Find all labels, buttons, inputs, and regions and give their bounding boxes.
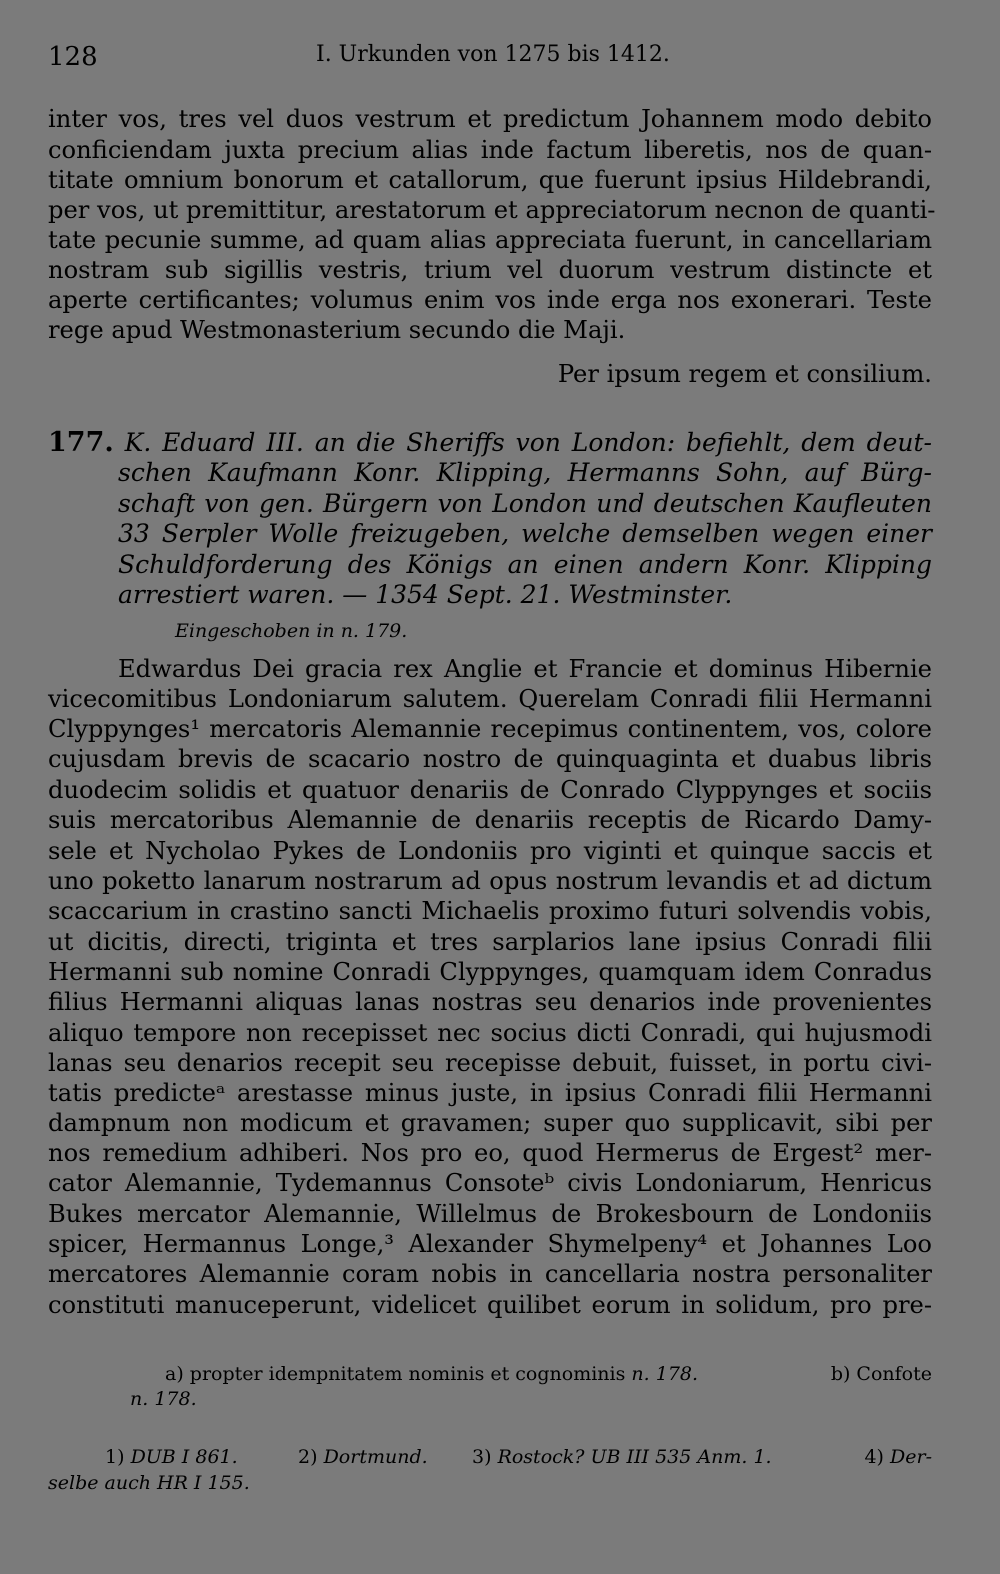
text-line: nos remedium adhiberi. Nos pro eo, quod Hermerus de Ergest² mer- [48, 1139, 932, 1167]
text-line: sele et Nycholao Pykes de Londoniis pro viginti et quinque saccis et [48, 837, 932, 865]
regest-line: Schuldforderung des Königs an einen andern Konr. Klipping [118, 550, 932, 579]
apparatus-line [165, 1361, 932, 1387]
signature-line: Per ipsum regem et consilium. [557, 360, 932, 388]
text-line: conficiendam juxta precium alias inde factum liberetis, nos de quan- [48, 136, 932, 164]
footnote-number: 2) [298, 1446, 318, 1468]
text-line: spicer, Hermannus Longe,³ Alexander Shymelpeny⁴ et Johannes Loo [48, 1230, 932, 1258]
text-line: suis mercatoribus Alemannie de denariis receptis de Ricardo Damy- [48, 806, 932, 834]
text-line: rege apud Westmonasterium secundo die Maji. [48, 316, 626, 344]
text-line: duodecim solidis et quatuor denariis de Conrado Clyppynges et sociis [48, 776, 932, 804]
footnote-2 [298, 1444, 428, 1470]
text-line: vicecomitibus Londoniarum salutem. Querelam Conradi filii Hermanni [48, 685, 932, 713]
entry-number: 177. [48, 427, 114, 458]
regest-line: schen Kaufmann Konr. Klipping, Hermanns Sohn, auf Bürg- [118, 458, 932, 487]
footnote-text: Der- [890, 1446, 932, 1468]
footnote-line [48, 1470, 250, 1496]
footnote-number: 4) [864, 1446, 884, 1468]
text-line: ut dicitis, directi, triginta et tres sarplarios lane ipsius Conradi filii [48, 928, 932, 956]
text-line: lanas seu denarios recepit seu recepisse debuit, fuisset, in portu civi- [48, 1049, 932, 1077]
footnote-number: 1) [105, 1446, 125, 1468]
text-line: filius Hermanni aliquas lanas nostras seu denarios inde provenientes [48, 988, 932, 1016]
text-line: Clyppynges¹ mercatoris Alemannie recepimus continentem, vos, colore [48, 715, 932, 743]
text-line: cator Alemannie, Tydemannus Consoteᵇ civis Londoniarum, Henricus [48, 1169, 932, 1197]
footnote-text: selbe auch HR I 155. [48, 1472, 250, 1494]
apparatus-a-ref: n. 178. [631, 1363, 699, 1385]
text-line: dampnum non modicum et gravamen; super quo supplicavit, sibi per [48, 1109, 932, 1137]
text-line: mercatores Alemannie coram nobis in cancellaria nostra personaliter [48, 1260, 932, 1288]
regest-line: arrestiert waren. — 1354 Sept. 21. Westminster. [118, 580, 733, 609]
running-title: I. Urkunden von 1275 bis 1412. [316, 42, 670, 67]
text-line: inter vos, tres vel duos vestrum et predictum Johannem modo debito [48, 105, 932, 133]
text-line: constituti manuceperunt, videlicet quilibet eorum in solidum, pro pre- [48, 1291, 932, 1319]
text-line: per vos, ut premittitur, arestatorum et appreciatorum necnon de quanti- [48, 196, 936, 224]
page-number: 128 [48, 42, 98, 72]
text-line: Hermanni sub nomine Conradi Clyppynges, quamquam idem Conradus [48, 958, 932, 986]
footnote-number: 3) [472, 1446, 492, 1468]
footnote-text: DUB I 861. [130, 1446, 238, 1468]
insertion-note: Eingeschoben in n. 179. [175, 620, 408, 642]
regest-line-text: K. Eduard III. an die Sheriffs von London: befiehlt, dem deut- [124, 428, 932, 457]
text-line: scaccarium in crastino sancti Michaelis proximo futuri solvendis vobis, [48, 897, 932, 925]
regest-line: schaft von gen. Bürgern von London und deutschen Kaufleuten [118, 489, 932, 518]
footnote-text: Dortmund. [323, 1446, 428, 1468]
apparatus-b-ref: n. 178. [130, 1388, 197, 1410]
text-line: uno poketto lanarum nostrarum ad opus nostrum levandis et ad dictum [48, 867, 932, 895]
footnote-3 [472, 1444, 772, 1470]
regest-line [48, 428, 932, 458]
apparatus-b: b) Confote [830, 1363, 932, 1385]
text-line: aperte certificantes; volumus enim vos inde erga nos exonerari. Teste [48, 286, 932, 314]
text-line: Bukes mercator Alemannie, Willelmus de Brokesbourn de Londoniis [48, 1200, 932, 1228]
apparatus-a: a) propter idempnitatem nominis et cognominis [165, 1363, 626, 1385]
text-line: aliquo tempore non recepisset nec socius dicti Conradi, qui hujusmodi [48, 1019, 932, 1047]
text-line: nostram sub sigillis vestris, trium vel duorum vestrum distincte et [48, 256, 932, 284]
text-line: cujusdam brevis de scacario nostro de quinquaginta et duabus libris [48, 745, 932, 773]
regest-line: 33 Serpler Wolle freizugeben, welche demselben wegen einer [118, 519, 932, 548]
footnote-line [105, 1444, 932, 1470]
footnote-4 [864, 1444, 932, 1470]
text-line: titate omnium bonorum et catallorum, que fuerunt ipsius Hildebrandi, [48, 166, 932, 194]
text-line: Edwardus Dei gracia rex Anglie et Francie et dominus Hibernie [118, 655, 932, 683]
footnote-text: Rostock? UB III 535 Anm. 1. [497, 1446, 772, 1468]
text-line: tate pecunie summe, ad quam alias appreciata fuerunt, in cancellariam [48, 226, 932, 254]
text-line: tatis predicteᵃ arestasse minus juste, in ipsius Conradi filii Hermanni [48, 1079, 932, 1107]
